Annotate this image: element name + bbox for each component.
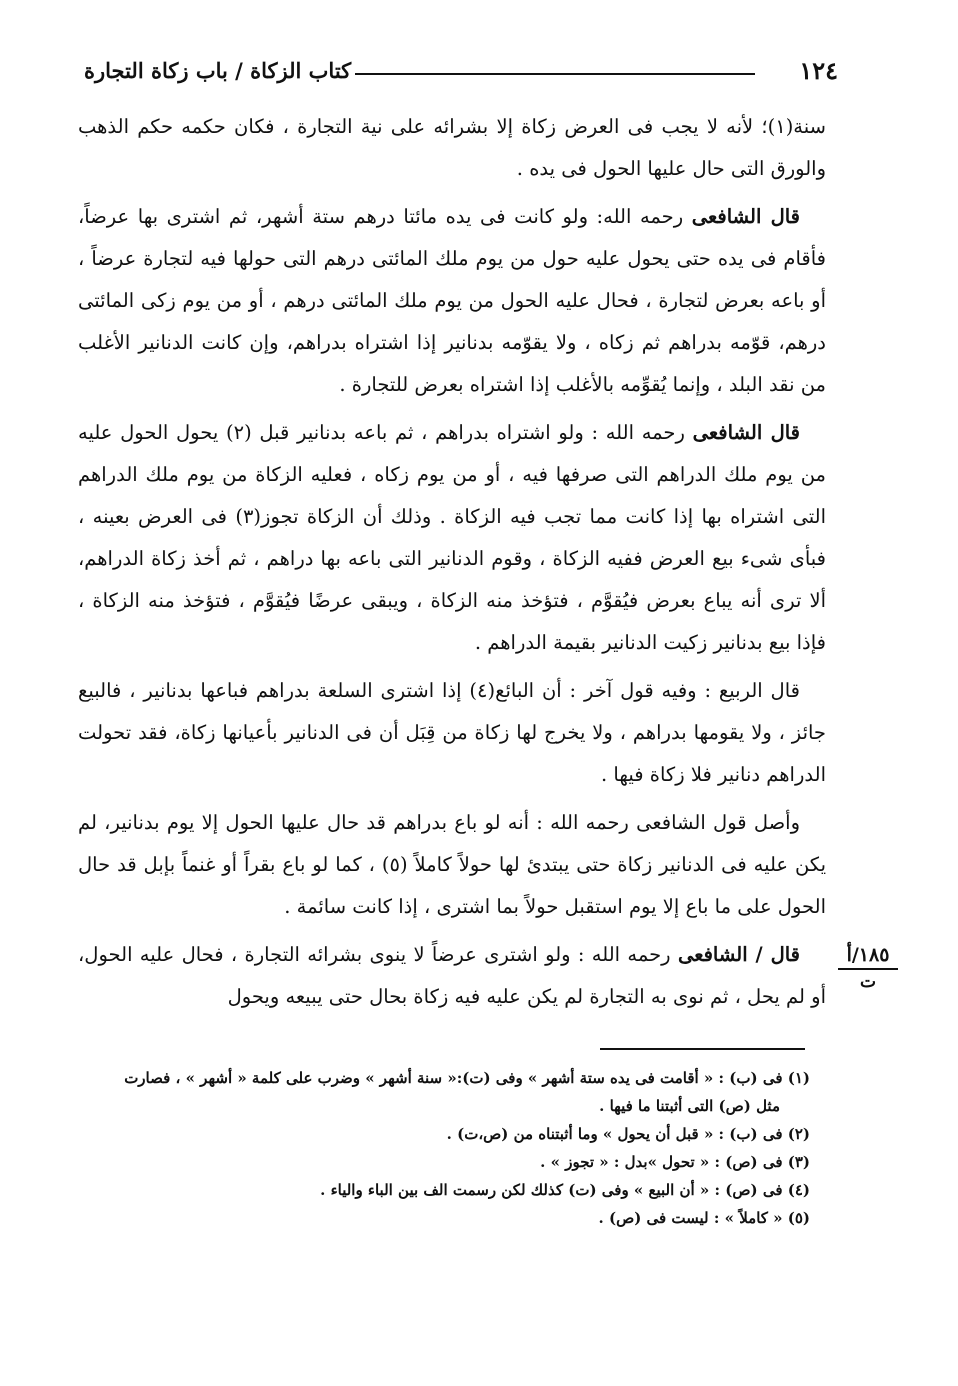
footnote-3: (٣) فى (ص) : « تحول »بدل : « تجوز » .: [540, 1153, 810, 1171]
paragraph-3: [78, 412, 826, 664]
footnote-1-continuation: مثل (ص) التى أثبتنا ما فيها .: [599, 1097, 780, 1115]
paragraph-5: وأصل قول الشافعى رحمه الله : أنه لو باع بدراهم قد حال عليها الحول إلا يوم بدنانير، لم يكن عليه فى الدنانير زكاة حتى يبتدئ لها حولاً كاملاً (٥) ، كما لو باع بقراً أو غنماً بإبل قد حال الحول على ما باع إلا يوم استقبل حولاً بما اشترى ، إذا كانت سائمة .: [78, 811, 826, 918]
paragraph-2-text: رحمه الله: ولو كانت فى يده مائتا درهم ستة أشهر، ثم اشترى بها عرضاً، فأقام فى يده حتى يحول عليه حول من يوم ملك المائتى درهم التى حولها فيه لتجارة عرضاً ، أو باعه بعرض لتجارة ، فحال عليه الحول من يوم ملك المائتى درهم ، أو من يوم زكى المائتى درهم، قوّمه بدراهم ثم زكاه ، ولا يقوّمه بدنانير إذا اشتراه بدراهم، وإن كانت الدنانير الأغلب من نقد البلد ، وإنما يُقوِّمه بالأغلب إذا اشتراه بعرض للتجارة .: [78, 205, 826, 396]
paragraph-1: سنة(١)؛ لأنه لا يجب فى العرض زكاة إلا بشرائه على نية التجارة ، فكان حكمه حكم الذهب والورق التى حال عليها الحول فى يده .: [78, 115, 826, 180]
footnote-2: (٢) فى (ب) : « قبل أن يحول » وما أثبتناه من (ص،ت) .: [446, 1125, 810, 1143]
running-head: كتاب الزكاة / باب زكاة التجارة: [84, 58, 352, 83]
paragraph-3-lead: قال الشافعى: [692, 421, 800, 444]
footnote-1: [60, 1064, 810, 1120]
footnote-rule: [600, 1048, 805, 1050]
paragraph-6-lead: قال / الشافعى: [677, 943, 801, 966]
footnotes: [60, 1064, 810, 1232]
header-rule: [355, 73, 755, 75]
page-number: ١٢٤: [799, 56, 838, 85]
margin-manuscript-siglum: ت: [859, 972, 876, 992]
paragraph-6-text: رحمه الله : ولو اشترى عرضاً لا ينوى بشرائه التجارة ، فحال عليه الحول، أو لم يحل ، ثم نوى به التجارة لم يكن عليه فيه زكاة بحال حتى يبيعه ويحول: [78, 943, 826, 1008]
footnote-5: (٥) « كاملاً » : ليست فى (ص) .: [598, 1209, 810, 1227]
paragraph-3-text: رحمه الله : ولو اشتراه بدراهم ، ثم باعه بدنانير قبل (٢) يحول الحول عليه من يوم ملك الدراهم التى صرفها فيه ، أو من يوم زكاه ، فعليه الزكاة من يوم ملك الدراهم التى اشتراه بها إذا كانت مما تجب فيه الزكاة . وذلك أن الزكاة تجوز(٣) فى العرض بعينه ، فبأى شىء بيع العرض ففيه الزكاة ، وقوم الدنانير التى باعه بها دراهم ، ثم أخذ زكاة الدراهم، ألا ترى أنه يباع بعرض فيُقوَّم ، فتؤخذ منه الزكاة ، ويبقى عرضًا فيُقوَّم ، فتؤخذ منه الزكاة ، فإذا بيع بدنانير زكيت الدنانير بقيمة الدراهم .: [78, 421, 826, 654]
paragraph-2-lead: قال الشافعى: [691, 205, 800, 228]
page-header: [80, 56, 840, 96]
main-text: [78, 106, 826, 1024]
margin-folio: ١٨٥/أ: [838, 944, 898, 970]
footnote-4: (٤) فى (ص) : « أن البيع » وفى (ت) كذلك لكن رسمت الف بين الباء والياء .: [320, 1181, 810, 1199]
paragraph-2: [78, 196, 826, 406]
paragraph-6: [78, 934, 826, 1018]
paragraph-4: قال الربيع : وفيه قول آخر : أن البائع(٤) إذا اشترى السلعة بدراهم فباعها بدنانير ، فالبيع جائز ، ولا يقومها بدراهم ، ولا يخرج لها زكاة من قِبَل أن فى الدنانير بأعيانها زكاة، فقد تحولت الدراهم دنانير فلا زكاة فيها .: [78, 679, 826, 786]
footnote-1-text: (١) فى (ب) : « أقامت فى يده ستة أشهر » وفى (ت):« سنة أشهر » وضرب على كلمة « أشهر » ، فصارت: [124, 1069, 810, 1087]
margin-folio-note: [838, 944, 898, 992]
